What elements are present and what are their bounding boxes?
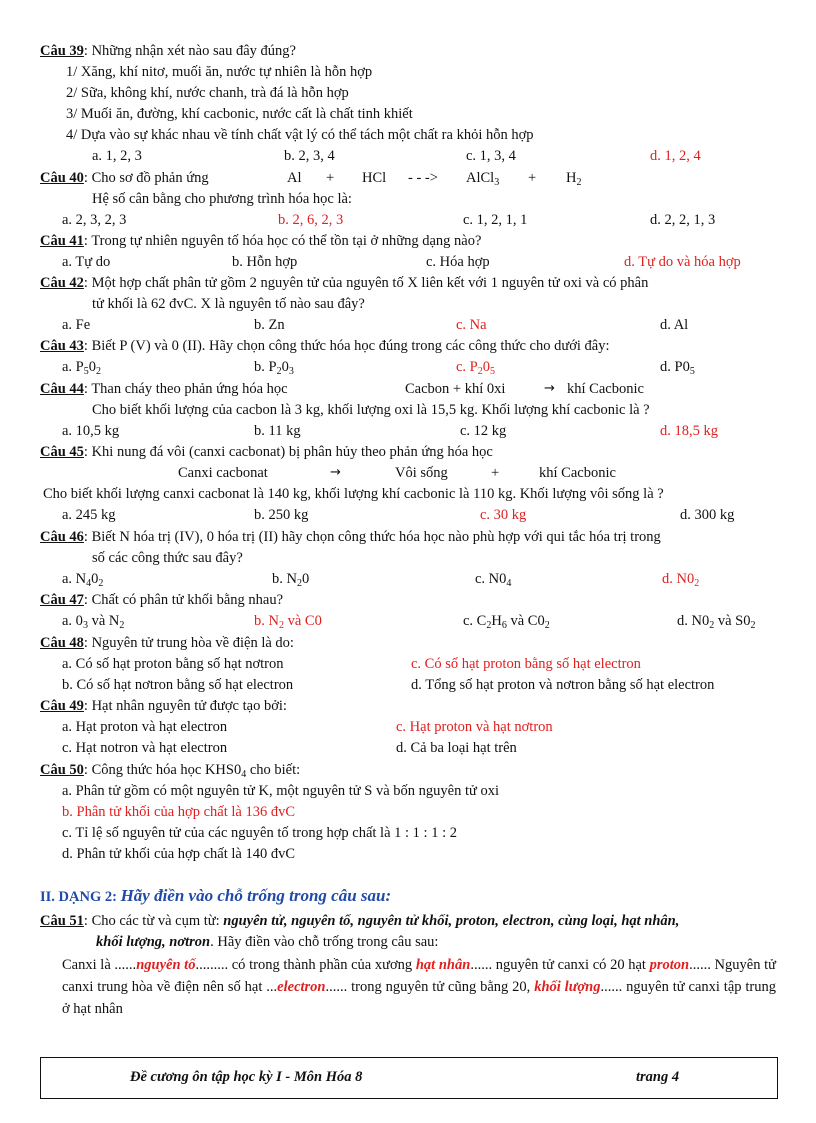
equation-reactant: Canxi cacbonat bbox=[178, 465, 268, 481]
option-c: c. 1, 3, 4 bbox=[466, 148, 516, 164]
option-c: c. Tỉ lệ số nguyên tử của các nguyên tố trong hợp chất là 1 : 1 : 1 : 2 bbox=[62, 825, 457, 841]
option-c: c. Hạt notron và hạt electron bbox=[62, 740, 228, 756]
question-text: : Nguyên tử trung hòa về điện là do: bbox=[83, 635, 294, 651]
footer-title: Đề cương ôn tập học kỳ I - Môn Hóa 8 bbox=[130, 1069, 363, 1085]
option-c: c. $C_2H_6$ và $C0_2$ bbox=[463, 613, 550, 631]
option-d-correct: d. 1, 2, 4 bbox=[650, 148, 701, 164]
question-text: : Biết P (V) và 0 (II). Hãy chọn công thức hóa học đúng trong các công thức cho dưới đây: bbox=[83, 338, 610, 354]
option-a: a. 245 kg bbox=[62, 507, 116, 523]
option-c-correct: c. Na bbox=[456, 317, 487, 333]
option-b: b. 2, 3, 4 bbox=[284, 148, 335, 164]
option-d-correct: d. 18,5 kg bbox=[660, 423, 718, 439]
option-c: c. Hóa hợp bbox=[426, 254, 490, 270]
question-51 bbox=[40, 912, 679, 930]
question-40 bbox=[40, 169, 209, 187]
question-label: Câu 41 bbox=[40, 233, 84, 249]
product-h2: $H_2$ bbox=[566, 170, 582, 188]
question-label: Câu 48 bbox=[40, 635, 84, 651]
option-b-correct: b. 2, 6, 2, 3 bbox=[278, 212, 344, 228]
statement-4: 4/ Dựa vào sự khác nhau về tính chất vật lý có thể tách một chất ra khỏi hỗn hợp bbox=[66, 127, 534, 143]
question-text: : Những nhận xét nào sau đây đúng? bbox=[83, 43, 296, 59]
question-label: Câu 49 bbox=[40, 698, 84, 714]
equation-product: Vôi sống bbox=[395, 465, 448, 481]
reaction-arrow: - - -> bbox=[408, 170, 438, 186]
reactant-al: Al bbox=[287, 170, 302, 186]
question-label: Câu 45 bbox=[40, 444, 84, 460]
answer-blank: proton bbox=[649, 957, 690, 973]
option-a: a. Tự do bbox=[62, 254, 111, 270]
option-c-correct: c. Có số hạt proton bằng số hạt electron bbox=[411, 656, 641, 672]
answer-blank: electron bbox=[277, 979, 326, 995]
option-a: a. $N_40_2$ bbox=[62, 571, 104, 589]
reactant-hcl: HCl bbox=[362, 170, 387, 186]
question-label: Câu 46 bbox=[40, 529, 84, 545]
statement-2: 2/ Sữa, không khí, nước chanh, trà đá là hỗn hợp bbox=[66, 85, 349, 101]
question-text: : Hạt nhân nguyên tử được tạo bởi: bbox=[83, 698, 287, 714]
plus-sign: + bbox=[326, 170, 335, 186]
option-b: b. $N_20$ bbox=[272, 571, 310, 589]
question-41 bbox=[40, 232, 481, 250]
question-label: Câu 39 bbox=[40, 43, 84, 59]
question-text: : Cho các từ và cụm từ: bbox=[83, 913, 224, 929]
option-d: d. 2, 2, 1, 3 bbox=[650, 212, 716, 228]
question-46 bbox=[40, 528, 661, 546]
equation-reactants: Cacbon + khí 0xi bbox=[405, 381, 506, 397]
option-b: b. Có số hạt nơtron bằng số hạt electron bbox=[62, 677, 294, 693]
option-d: d. Al bbox=[660, 317, 689, 333]
question-39 bbox=[40, 42, 296, 60]
question-text: : Trong tự nhiên nguyên tố hóa học có thể tồn tại ở những dạng nào? bbox=[83, 233, 482, 249]
option-a: a. Có số hạt proton bằng số hạt nơtron bbox=[62, 656, 284, 672]
option-d: d. $N0_2$ và $S0_2$ bbox=[677, 613, 756, 631]
question-text: : Biết N hóa trị (IV), 0 hóa trị (II) hãy chọn công thức hóa học nào phù hợp với qui tắc hóa trị trong bbox=[83, 529, 661, 545]
option-a: a. 10,5 kg bbox=[62, 423, 120, 439]
option-c: c. $N0_4$ bbox=[475, 571, 512, 589]
option-a: a. 2, 3, 2, 3 bbox=[62, 212, 127, 228]
equation-product: khí Cacbonic bbox=[567, 381, 644, 397]
option-c: c. 12 kg bbox=[460, 423, 507, 439]
product-alcl3: AlCl$_3$ bbox=[466, 170, 500, 188]
word-list: nguyên tử, nguyên tố, nguyên tử khối, proton, electron, cùng loại, hạt nhân, bbox=[223, 913, 680, 929]
question-text: : Khi nung đá vôi (canxi cacbonat) bị phân hủy theo phản ứng hóa học bbox=[83, 444, 493, 460]
question-43 bbox=[40, 337, 610, 355]
option-b-correct: b. Phân tử khối của hợp chất là 136 đvC bbox=[62, 804, 295, 820]
page-number: trang 4 bbox=[636, 1069, 680, 1085]
option-b-correct: b. $N_2$ và C0 bbox=[254, 613, 322, 631]
question-label: Câu 47 bbox=[40, 592, 84, 608]
question-text: : Chất có phân tử khối bằng nhau? bbox=[83, 592, 284, 608]
section-heading: II. DẠNG 2: Hãy điền vào chỗ trống trong câu sau: bbox=[40, 886, 392, 905]
question-label: Câu 50 bbox=[40, 762, 84, 778]
option-c-correct: c. $P_20_5$ bbox=[456, 359, 495, 377]
option-d: d. Phân tử khối của hợp chất là 140 đvC bbox=[62, 846, 295, 862]
option-b: b. Hỗn hợp bbox=[232, 254, 298, 270]
question-50: Câu 50: Công thức hóa học $KHS0_4$ cho biết: bbox=[40, 762, 301, 780]
statement-1: 1/ Xăng, khí nitơ, muối ăn, nước tự nhiên là hỗn hợp bbox=[66, 64, 373, 80]
question-line: tử khối là 62 đvC. X là nguyên tố nào sau đây? bbox=[92, 296, 365, 312]
plus-sign: + bbox=[491, 465, 500, 481]
question-label: Câu 43 bbox=[40, 338, 84, 354]
option-c-correct: c. Hạt proton và hạt nơtron bbox=[396, 719, 553, 735]
option-c: c. 1, 2, 1, 1 bbox=[463, 212, 528, 228]
word-list-continued: khối lượng, nơtron. Hãy điền vào chỗ trống trong câu sau: bbox=[96, 934, 439, 950]
question-text: : Than cháy theo phản ứng hóa học bbox=[83, 381, 288, 397]
option-b: b. 250 kg bbox=[254, 507, 309, 523]
arrow-icon: → bbox=[544, 381, 555, 396]
fill-in-paragraph: Canxi là ......nguyên tố......... có trong thành phần của xương hạt nhân...... nguyên tử canxi có 20 hạt proton...... Nguyên tử canxi trung hòa về điện nên số hạt ...electron...... trong nguyên tử cũng bằng 20, khối lượng...... nguyên tử canxi tập trung ở hạt nhân bbox=[62, 957, 777, 1017]
question-label: Câu 51 bbox=[40, 913, 84, 929]
arrow-icon: → bbox=[330, 465, 341, 480]
question-42 bbox=[40, 274, 648, 292]
option-c-correct: c. 30 kg bbox=[480, 507, 527, 523]
option-b: b. Zn bbox=[254, 317, 285, 333]
option-d: d. Tổng số hạt proton và nơtron bằng số hạt electron bbox=[411, 677, 715, 693]
equation-product: khí Cacbonic bbox=[539, 465, 616, 481]
question-label: Câu 44 bbox=[40, 381, 84, 397]
question-44 bbox=[40, 380, 288, 398]
option-d-correct: d. Tự do và hóa hợp bbox=[624, 254, 741, 270]
option-a: a. Phân tử gồm có một nguyên tử K, một nguyên tử S và bốn nguyên tử oxi bbox=[62, 783, 499, 799]
plus-sign: + bbox=[528, 170, 537, 186]
question-49 bbox=[40, 697, 287, 715]
option-b: b. 11 kg bbox=[254, 423, 301, 439]
option-d-correct: d. $N0_2$ bbox=[662, 571, 700, 589]
option-b: b. $P_20_3$ bbox=[254, 359, 294, 377]
option-a: a. Hạt proton và hạt electron bbox=[62, 719, 228, 735]
question-text: : Một hợp chất phân tử gồm 2 nguyên tử của nguyên tố X liên kết với 1 nguyên tử oxi và có phân bbox=[83, 275, 649, 291]
option-a: a. $0_3$ và $N_2$ bbox=[62, 613, 125, 631]
answer-blank: khối lượng bbox=[534, 979, 601, 995]
question-48 bbox=[40, 634, 294, 652]
answer-blank: hạt nhân bbox=[415, 957, 471, 973]
question-45 bbox=[40, 443, 493, 461]
question-line: Hệ số cân bằng cho phương trình hóa học là: bbox=[92, 191, 352, 207]
option-a: a. $P_50_2$ bbox=[62, 359, 101, 377]
question-line: Cho biết khối lượng canxi cacbonat là 140 kg, khối lượng khí cacbonic là 110 kg. Khối lượng vôi sống là ? bbox=[43, 486, 664, 502]
question-label: Câu 40 bbox=[40, 170, 84, 186]
question-line: Cho biết khối lượng của cacbon là 3 kg, khối lượng oxi là 15,5 kg. Khối lượng khí cacbonic là ? bbox=[92, 402, 650, 418]
question-text: : Cho sơ đồ phản ứng bbox=[83, 170, 209, 186]
question-line: số các công thức sau đây? bbox=[92, 550, 243, 566]
option-d: d. Cả ba loại hạt trên bbox=[396, 740, 517, 756]
question-label: Câu 42 bbox=[40, 275, 84, 291]
question-text: : Công thức hóa học KHS0 bbox=[83, 762, 242, 778]
option-a: a. Fe bbox=[62, 317, 91, 333]
option-d: d. $P0_5$ bbox=[660, 359, 695, 377]
option-a: a. 1, 2, 3 bbox=[92, 148, 142, 164]
option-d: d. 300 kg bbox=[680, 507, 735, 523]
answer-blank: nguyên tố bbox=[136, 957, 196, 973]
statement-3: 3/ Muối ăn, đường, khí cacbonic, nước cất là chất tinh khiết bbox=[66, 106, 413, 122]
question-47 bbox=[40, 591, 283, 609]
